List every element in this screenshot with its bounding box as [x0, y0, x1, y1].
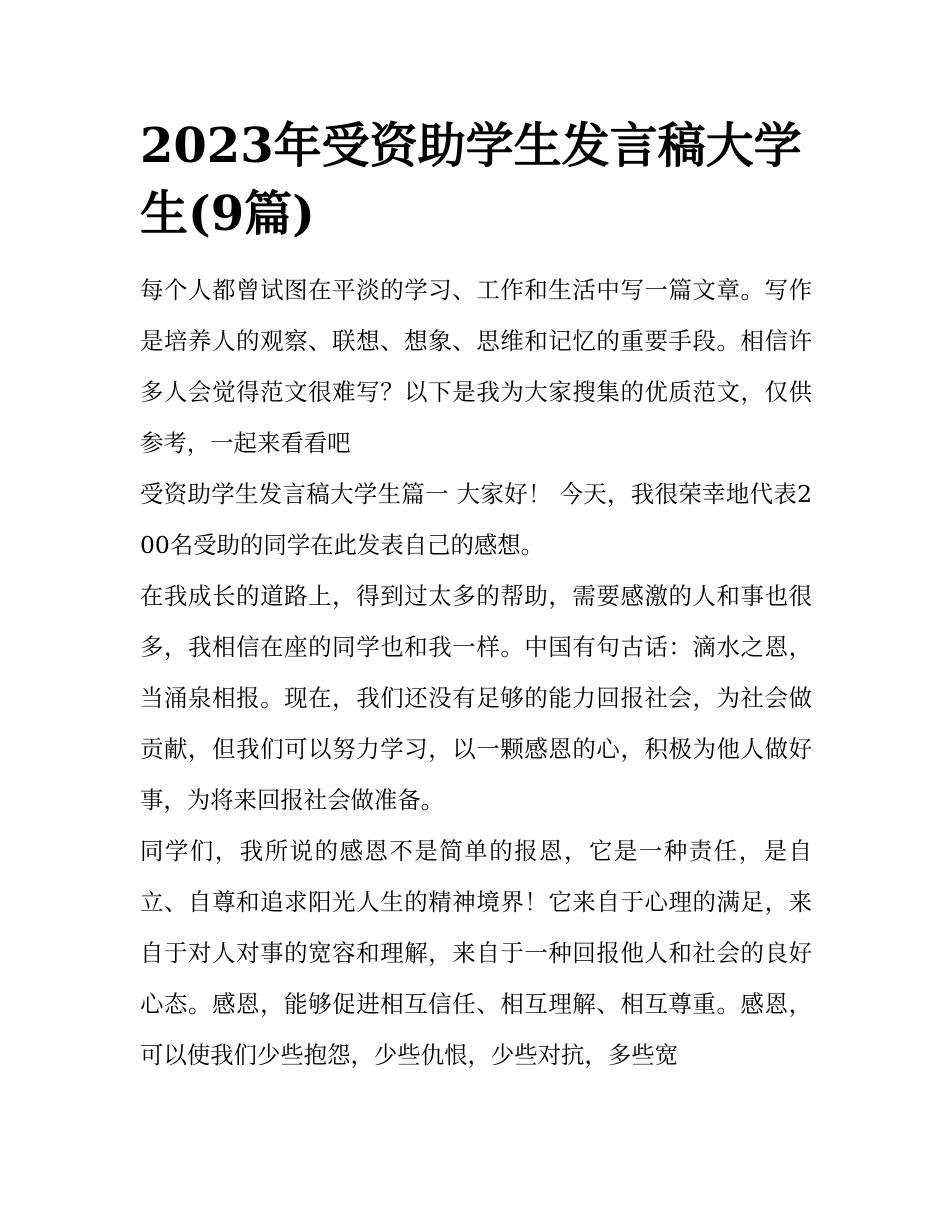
- document-title: 2023年受资助学生发言稿大学生(9篇): [140, 118, 802, 242]
- paragraph-intro: 每个人都曾试图在平淡的学习、工作和生活中写一篇文章。写作是培养人的观察、联想、想象、思维和记忆的重要手段。相信许多人会觉得范文很难写？以下是我为大家搜集的优质范文，仅供参考，一起来看看吧: [140, 276, 812, 457]
- paragraph-greeting: 受资助学生发言稿大学生篇一 大家好！ 今天，我很荣幸地代表200名受助的同学在此发表自己的感想。: [140, 480, 812, 559]
- paragraph-responsibility: 同学们，我所说的感恩不是简单的报恩，它是一种责任，是自立、自尊和追求阳光人生的精神境界！它来自于心理的满足，来自于对人对事的宽容和理解，来自于一种回报他人和社会的良好心态。感恩，能够促进相互信任、相互理解、相互尊重。感恩，可以使我们少些抱怨，少些仇恨，少些对抗，多些宽: [140, 837, 812, 1069]
- paragraph-gratitude: 在我成长的道路上，得到过太多的帮助，需要感激的人和事也很多，我相信在座的同学也和我一样。中国有句古话：滴水之恩，当涌泉相报。现在，我们还没有足够的能力回报社会，为社会做贡献，但我们可以努力学习，以一颗感恩的心，积极为他人做好事，为将来回报社会做准备。: [140, 582, 812, 814]
- document-page: [140, 112, 812, 1081]
